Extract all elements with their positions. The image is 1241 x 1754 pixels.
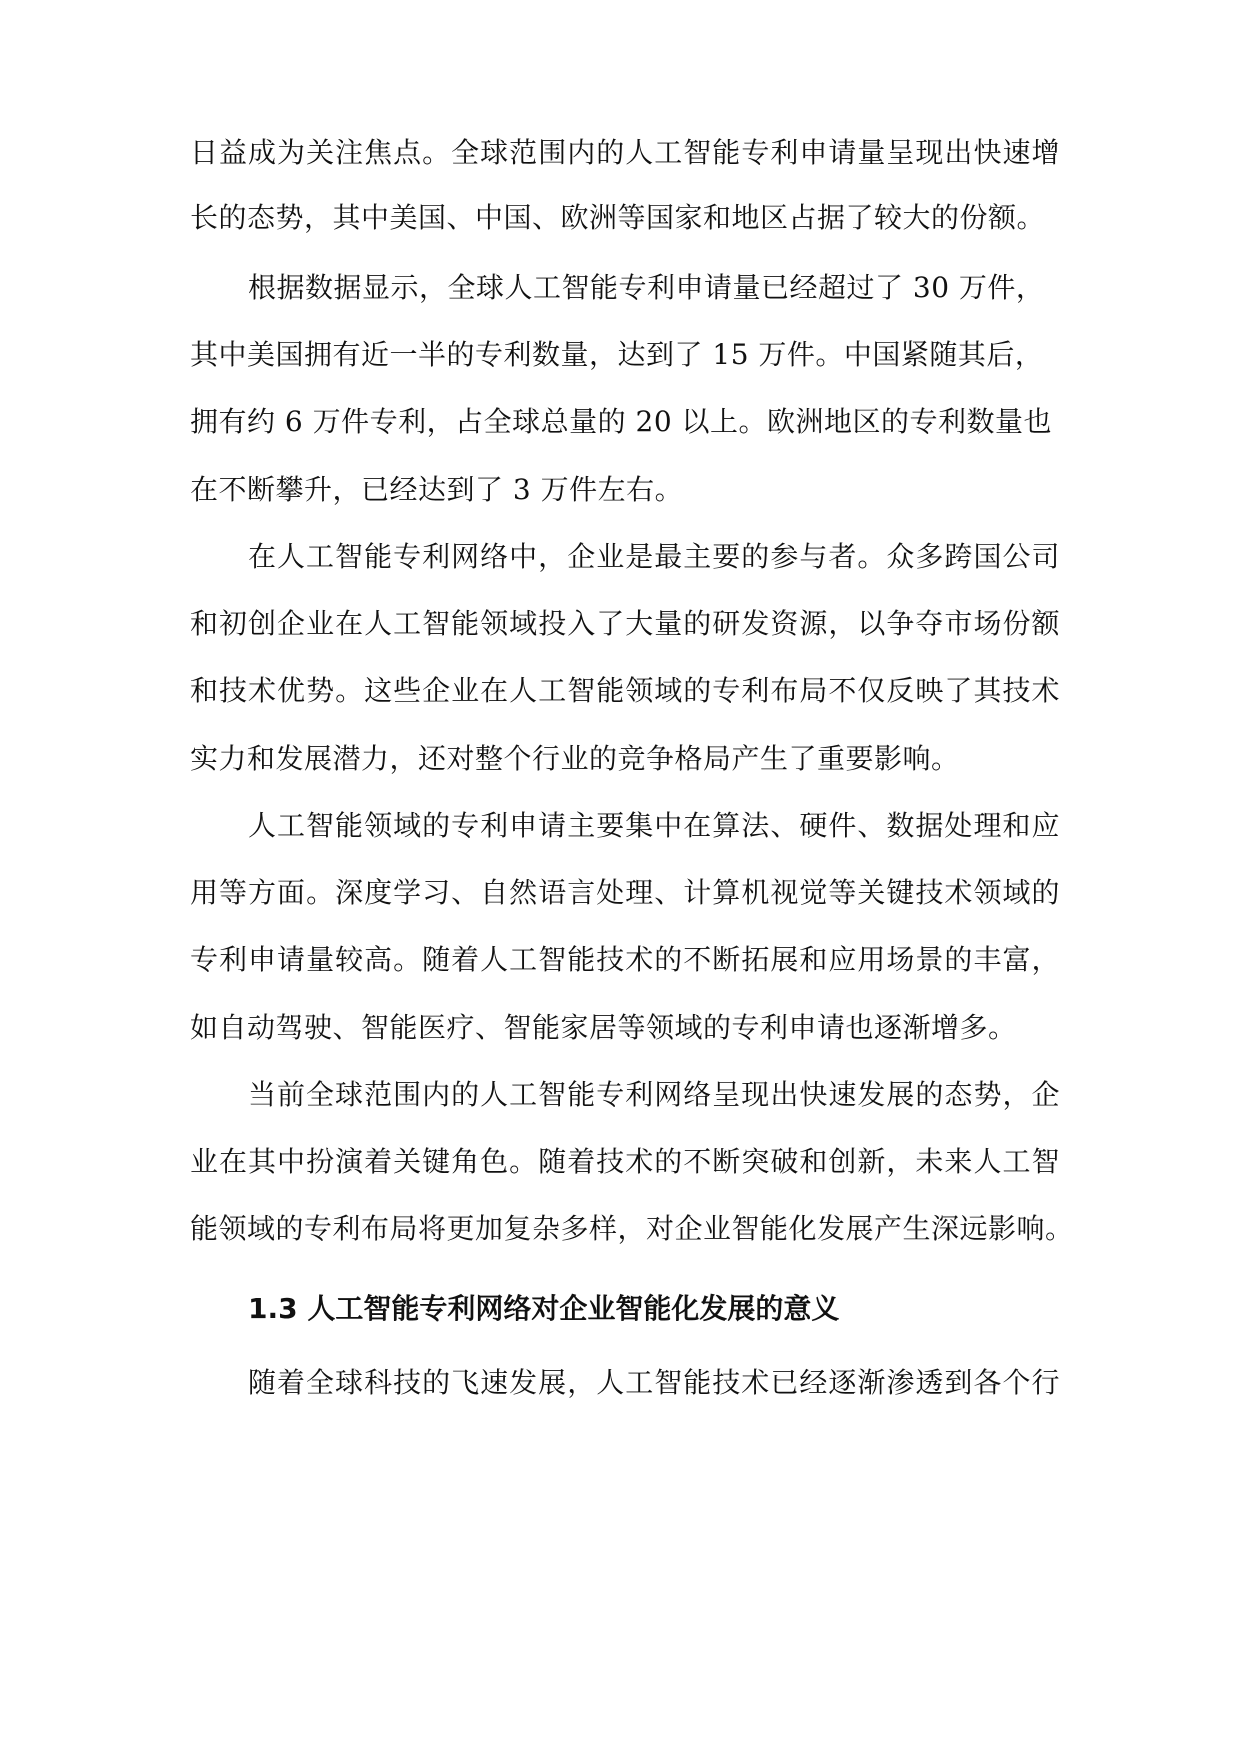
paragraph-2-line-2: 其中美国拥有近一半的专利数量，达到了 15 万件。中国紧随其后， <box>190 338 1044 371</box>
paragraph-6-line-1: 随着全球科技的飞速发展，人工智能技术已经逐渐渗透到各个行 <box>248 1366 1060 1399</box>
paragraph-2-line-1: 根据数据显示，全球人工智能专利申请量已经超过了 30 万件， <box>248 271 1045 304</box>
paragraph-2-line-4: 在不断攀升，已经达到了 3 万件左右。 <box>190 473 684 506</box>
paragraph-1-line-2: 长的态势，其中美国、中国、欧洲等国家和地区占据了较大的份额。 <box>190 201 1046 234</box>
section-heading: 1.3 人工智能专利网络对企业智能化发展的意义 <box>248 1292 840 1325</box>
paragraph-4-line-2: 用等方面。深度学习、自然语言处理、计算机视觉等关键技术领域的 <box>190 876 1060 909</box>
paragraph-1-line-1: 日益成为关注焦点。全球范围内的人工智能专利申请量呈现出快速增 <box>190 136 1060 169</box>
paragraph-4-line-3: 专利申请量较高。随着人工智能技术的不断拓展和应用场景的丰富， <box>190 943 1060 976</box>
paragraph-5-line-2: 业在其中扮演着关键角色。随着技术的不断突破和创新，未来人工智 <box>190 1145 1060 1178</box>
paragraph-5-line-3: 能领域的专利布局将更加复杂多样，对企业智能化发展产生深远影响。 <box>190 1212 1074 1245</box>
paragraph-4-line-1: 人工智能领域的专利申请主要集中在算法、硬件、数据处理和应 <box>248 809 1060 842</box>
paragraph-2-line-3: 拥有约 6 万件专利，占全球总量的 20 以上。欧洲地区的专利数量也 <box>190 405 1053 438</box>
paragraph-3-line-2: 和初创企业在人工智能领域投入了大量的研发资源，以争夺市场份额 <box>190 607 1060 640</box>
paragraph-3-line-3: 和技术优势。这些企业在人工智能领域的专利布局不仅反映了其技术 <box>190 674 1060 707</box>
paragraph-4-line-4: 如自动驾驶、智能医疗、智能家居等领域的专利申请也逐渐增多。 <box>190 1011 1017 1044</box>
paragraph-3-line-4: 实力和发展潜力，还对整个行业的竞争格局产生了重要影响。 <box>190 742 960 775</box>
paragraph-5-line-1: 当前全球范围内的人工智能专利网络呈现出快速发展的态势，企 <box>248 1078 1060 1111</box>
paragraph-3-line-1: 在人工智能专利网络中，企业是最主要的参与者。众多跨国公司 <box>248 540 1060 573</box>
